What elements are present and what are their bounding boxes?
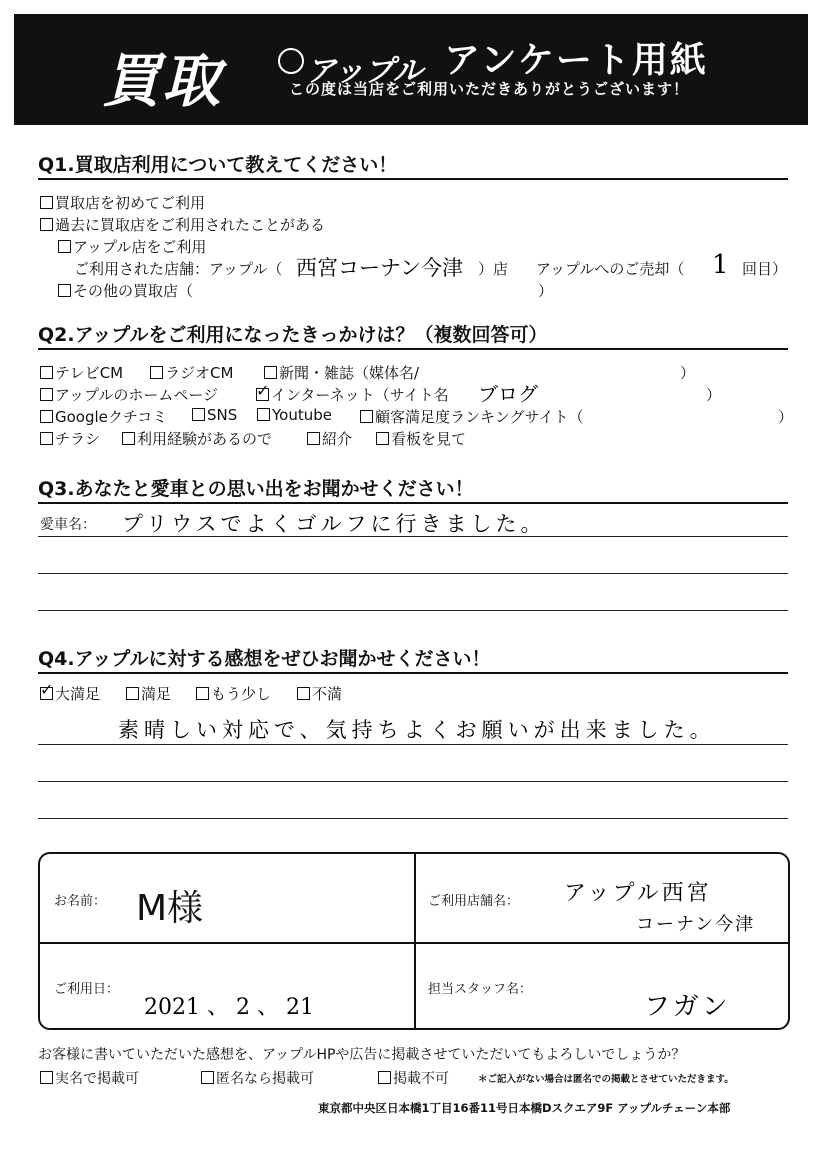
checkbox[interactable]	[58, 284, 71, 297]
checkbox[interactable]	[40, 366, 53, 379]
q4-answer-line	[38, 744, 788, 745]
staff-value[interactable]: フガン	[644, 992, 731, 1022]
page-title: アンケート用紙	[444, 40, 708, 81]
checkbox-checked[interactable]	[256, 388, 269, 401]
customer-info-box	[38, 852, 790, 1030]
q2-option-radio[interactable]: ラジオCM	[150, 362, 233, 383]
publish-question: お客様に書いていただいた感想を、アップルHPや広告に掲載させていただいてもよろしいでしょうか？	[38, 1047, 686, 1063]
q3-title: Q3.あなたと愛車との思い出をお聞かせください！	[38, 478, 474, 500]
checkbox[interactable]	[360, 410, 373, 423]
box-divider-horizontal	[40, 942, 788, 944]
q1-count-label: アップルへのご売却（	[536, 260, 685, 278]
box-divider-vertical	[414, 854, 416, 1028]
q1-option-past[interactable]: 過去に買取店をご利用されたことがある	[40, 214, 325, 235]
apple-brand-logo: アップル	[306, 54, 423, 89]
checkbox[interactable]	[307, 432, 320, 445]
date-label: ご利用日：	[54, 982, 120, 997]
checkbox[interactable]	[376, 432, 389, 445]
q3-car-label: 愛車名：	[40, 517, 96, 533]
q4-option-unsatisfied[interactable]: 不満	[297, 683, 342, 704]
q2-option-sns[interactable]: SNS	[192, 406, 237, 424]
q2-option-google[interactable]: Googleクチコミ	[40, 406, 167, 427]
q1-store-value[interactable]: 西宮コーナン今津	[296, 256, 463, 280]
q2-option-signboard[interactable]: 看板を見て	[376, 428, 466, 449]
checkbox[interactable]	[40, 196, 53, 209]
checkbox[interactable]	[150, 366, 163, 379]
checkbox[interactable]	[297, 687, 310, 700]
q2-option-experience[interactable]: 利用経験があるので	[122, 428, 272, 449]
checkbox[interactable]	[196, 687, 209, 700]
q2-option-ranking[interactable]: 顧客満足度ランキングサイト（	[360, 406, 584, 427]
publish-anonymous[interactable]: 匿名なら掲載可	[201, 1068, 314, 1088]
q4-option-little-more[interactable]: もう少し	[196, 683, 271, 704]
checkbox[interactable]	[192, 408, 205, 421]
checkbox[interactable]	[58, 240, 71, 253]
q2-title: Q2.アップルをご利用になったきっかけは？（複数回答可）	[38, 324, 548, 346]
q4-answer-line	[38, 818, 788, 819]
checkbox[interactable]	[40, 1071, 53, 1084]
store-value-line2[interactable]: コーナン今津	[636, 914, 756, 935]
q2-option-homepage[interactable]: アップルのホームページ	[40, 384, 218, 405]
q3-answer-line	[38, 536, 788, 537]
q2-option-internet[interactable]: ✓ インターネット（サイト名	[256, 384, 449, 405]
q1-count-suffix: 回目）	[742, 260, 788, 278]
q2-ranking-close: ）	[778, 408, 794, 426]
q4-option-satisfied[interactable]: 満足	[126, 683, 171, 704]
q3-answer-line	[38, 610, 788, 611]
publish-real-name[interactable]: 実名で掲載可	[40, 1068, 139, 1088]
publish-no[interactable]: 掲載不可	[378, 1068, 449, 1088]
q1-title: Q1.買取店利用について教えてください！	[38, 154, 398, 176]
q2-option-tv[interactable]: テレビCM	[40, 362, 123, 383]
store-label: ご利用店舗名：	[428, 894, 520, 909]
q2-option-flyer[interactable]: チラシ	[40, 428, 100, 449]
checkbox[interactable]	[126, 687, 139, 700]
checkbox-checked[interactable]	[40, 687, 53, 700]
q4-option-very-satisfied[interactable]: ✓大満足	[40, 683, 100, 704]
q1-other-close: ）	[538, 282, 554, 300]
q3-divider	[38, 502, 788, 504]
q2-option-youtube[interactable]: Youtube	[257, 406, 332, 424]
q1-store-label: ご利用された店舗：アップル（	[74, 260, 283, 278]
checkbox[interactable]	[40, 388, 53, 401]
apple-logo-icon	[278, 48, 304, 74]
staff-label: 担当スタッフ名：	[428, 982, 533, 997]
q1-option-first[interactable]: 買取店を初めてご利用	[40, 192, 205, 213]
checkbox[interactable]	[264, 366, 277, 379]
page-subtitle: この度は当店をご利用いただきありがとうございます！	[289, 80, 690, 98]
kaitori-logo: 買取	[102, 47, 223, 115]
q3-answer-line	[38, 573, 788, 574]
checkbox[interactable]	[122, 432, 135, 445]
name-value[interactable]: M様	[136, 888, 204, 929]
q1-option-apple[interactable]: アップル店をご利用	[58, 236, 206, 257]
checkbox[interactable]	[40, 432, 53, 445]
publish-note: ＊ご記入がない場合は匿名での掲載とさせていただきます。	[478, 1074, 734, 1085]
q2-divider	[38, 348, 788, 350]
q1-count-value[interactable]: 1	[712, 250, 729, 280]
q1-divider	[38, 178, 788, 180]
checkbox[interactable]	[378, 1071, 391, 1084]
q4-divider	[38, 672, 788, 674]
checkbox[interactable]	[40, 218, 53, 231]
name-label: お名前：	[54, 894, 107, 909]
checkbox[interactable]	[257, 408, 270, 421]
checkbox[interactable]	[201, 1071, 214, 1084]
q4-answer-line	[38, 781, 788, 782]
q2-newspaper-close: ）	[680, 364, 696, 382]
q2-internet-value[interactable]: ブログ	[478, 382, 538, 406]
q2-internet-close: ）	[706, 386, 722, 404]
header-banner	[14, 14, 808, 125]
company-address: 東京都中央区日本橋1丁目16番11号日本橋Dスクエア9F アップルチェーン本部	[318, 1101, 731, 1115]
date-value[interactable]: 2021 、 2 、 21	[144, 995, 314, 1020]
q4-answer[interactable]: 素晴しい対応で、気持ちよくお願いが出来ました。	[118, 718, 716, 742]
q2-option-newspaper[interactable]: 新聞・雑誌（媒体名/	[264, 362, 419, 383]
q1-option-other[interactable]: その他の買取店（	[58, 280, 193, 301]
q2-option-referral[interactable]: 紹介	[307, 428, 352, 449]
q3-answer[interactable]: プリウスでよくゴルフに行きました。	[122, 512, 546, 536]
checkbox[interactable]	[40, 410, 53, 423]
store-value-line1[interactable]: アップル西宮	[564, 881, 712, 906]
q4-title: Q4.アップルに対する感想をぜひお聞かせください！	[38, 648, 491, 670]
q1-store-suffix: ）店	[478, 260, 509, 278]
